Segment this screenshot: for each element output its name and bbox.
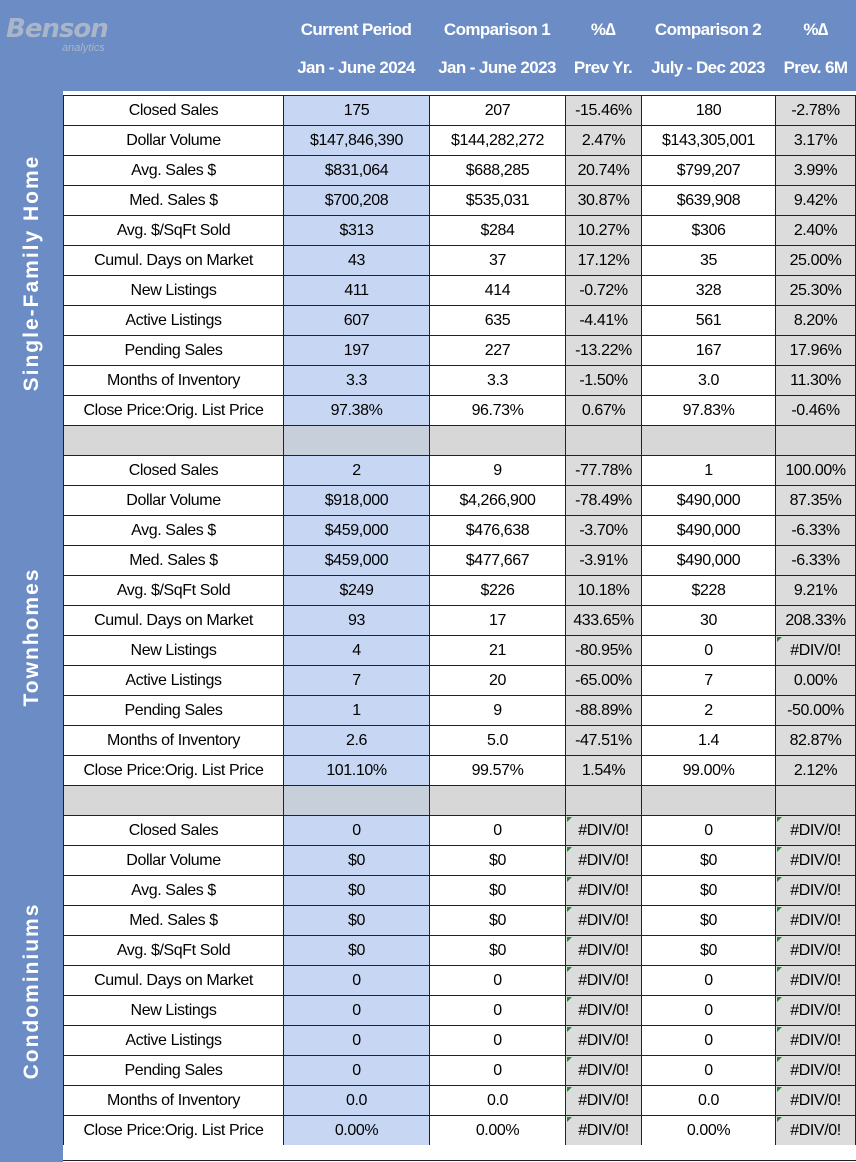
table-row [63, 845, 856, 875]
current-value: $0 [283, 935, 429, 965]
comparison-2-value: $0 [641, 935, 775, 965]
pct-change-prev-6m: 87.35% [775, 485, 856, 515]
comparison-1-value: 0.00% [429, 1115, 565, 1145]
pct-change-prev-yr: 2.47% [565, 125, 641, 155]
pct-change-prev-6m: 2.40% [775, 215, 856, 245]
table-row [63, 935, 856, 965]
metric-label: Cumul. Days on Market [63, 965, 283, 995]
table-row [63, 695, 856, 725]
comparison-1-value: 227 [429, 335, 565, 365]
header-comparison-2-range: July - Dec 2023 [651, 58, 765, 77]
section-label: Single-Family Home [19, 154, 43, 392]
comparison-2-value: $0 [641, 905, 775, 935]
table-row [63, 305, 856, 335]
error-indicator-icon [777, 967, 782, 972]
logo-tagline: analytics [62, 42, 105, 54]
comparison-2-value: 1.4 [641, 725, 775, 755]
comparison-2-value: $799,207 [641, 155, 775, 185]
metric-label: Closed Sales [63, 455, 283, 485]
table-row [63, 725, 856, 755]
comparison-1-value: $476,638 [429, 515, 565, 545]
metric-label: Avg. $/SqFt Sold [63, 935, 283, 965]
pct-change-prev-6m: #DIV/0! [775, 1025, 856, 1055]
comparison-2-value: $639,908 [641, 185, 775, 215]
table-row [63, 365, 856, 395]
pct-change-prev-6m: 0.00% [775, 665, 856, 695]
error-indicator-icon [567, 937, 572, 942]
pct-change-prev-yr: #DIV/0! [565, 845, 641, 875]
error-indicator-icon [777, 1057, 782, 1062]
pct-change-prev-yr: -0.72% [565, 275, 641, 305]
comparison-2-value: $490,000 [641, 545, 775, 575]
metric-label: Closed Sales [63, 95, 283, 125]
table-row [63, 215, 856, 245]
pct-change-prev-yr: #DIV/0! [565, 815, 641, 845]
metric-label: Avg. Sales $ [63, 875, 283, 905]
error-indicator-icon [567, 1087, 572, 1092]
error-indicator-icon [567, 847, 572, 852]
pct-change-prev-yr: -15.46% [565, 95, 641, 125]
comparison-2-value: 561 [641, 305, 775, 335]
pct-change-prev-yr: #DIV/0! [565, 1025, 641, 1055]
section-label: Condominiums [19, 902, 43, 1079]
comparison-1-value: $688,285 [429, 155, 565, 185]
comparison-2-value: $490,000 [641, 515, 775, 545]
pct-change-prev-6m: 17.96% [775, 335, 856, 365]
header-comparison-2: Comparison 2 [654, 20, 762, 39]
comparison-1-value: 0 [429, 1025, 565, 1055]
comparison-2-value: 167 [641, 335, 775, 365]
table-row [63, 1055, 856, 1085]
metric-label: Med. Sales $ [63, 545, 283, 575]
error-indicator-icon [777, 1117, 782, 1122]
table-bottom-border [63, 1160, 856, 1161]
pct-change-prev-yr: -4.41% [565, 305, 641, 335]
comparison-1-value: 21 [429, 635, 565, 665]
comparison-2-value: 0 [641, 1025, 775, 1055]
comparison-1-value: $226 [429, 575, 565, 605]
comparison-2-value: 0 [641, 965, 775, 995]
metric-label: Avg. $/SqFt Sold [63, 575, 283, 605]
metric-label: Active Listings [63, 1025, 283, 1055]
error-indicator-icon [777, 1027, 782, 1032]
table-row [63, 245, 856, 275]
comparison-2-value: $490,000 [641, 485, 775, 515]
table-row [63, 515, 856, 545]
table-row [63, 1115, 856, 1145]
section-spacer-row [63, 785, 856, 815]
error-indicator-icon [567, 1117, 572, 1122]
table-row [63, 545, 856, 575]
table-row [63, 755, 856, 785]
spacer-cell [63, 425, 283, 455]
comparison-1-value: 96.73% [429, 395, 565, 425]
metric-label: Months of Inventory [63, 365, 283, 395]
comparison-1-value: $0 [429, 845, 565, 875]
comparison-1-value: 9 [429, 695, 565, 725]
metric-label: Pending Sales [63, 695, 283, 725]
comparison-2-value: $228 [641, 575, 775, 605]
comparison-2-value: 3.0 [641, 365, 775, 395]
comparison-2-value: 7 [641, 665, 775, 695]
error-indicator-icon [777, 1087, 782, 1092]
pct-change-prev-6m: 2.12% [775, 755, 856, 785]
error-indicator-icon [777, 997, 782, 1002]
comparison-2-value: 35 [641, 245, 775, 275]
current-value: $0 [283, 905, 429, 935]
comparison-1-value: 414 [429, 275, 565, 305]
header-comparison-1-range: Jan - June 2023 [438, 58, 556, 77]
current-value: 2.6 [283, 725, 429, 755]
metric-label: Active Listings [63, 305, 283, 335]
pct-change-prev-yr: 0.67% [565, 395, 641, 425]
current-value: 175 [283, 95, 429, 125]
comparison-1-value: $477,667 [429, 545, 565, 575]
comparison-2-value: 0 [641, 995, 775, 1025]
metric-label: Close Price:Orig. List Price [63, 755, 283, 785]
current-value: 0 [283, 995, 429, 1025]
comparison-2-value: $0 [641, 875, 775, 905]
metric-label: Active Listings [63, 665, 283, 695]
metric-label: Avg. Sales $ [63, 515, 283, 545]
current-value: $147,846,390 [283, 125, 429, 155]
spacer-cell [429, 785, 565, 815]
error-indicator-icon [777, 877, 782, 882]
header-prev-yr: Prev Yr. [573, 58, 633, 77]
spacer-cell [283, 425, 429, 455]
pct-change-prev-yr: -3.70% [565, 515, 641, 545]
comparison-1-value: 17 [429, 605, 565, 635]
metric-label: Dollar Volume [63, 125, 283, 155]
comparison-2-value: 97.83% [641, 395, 775, 425]
current-value: 0 [283, 1025, 429, 1055]
metric-label: Med. Sales $ [63, 905, 283, 935]
comparison-2-value: 99.00% [641, 755, 775, 785]
pct-change-prev-6m: #DIV/0! [775, 815, 856, 845]
current-value: 1 [283, 695, 429, 725]
metric-label: New Listings [63, 635, 283, 665]
pct-change-prev-yr: -1.50% [565, 365, 641, 395]
pct-change-prev-yr: -47.51% [565, 725, 641, 755]
comparison-2-value: 0 [641, 1055, 775, 1085]
comparison-1-value: 0 [429, 815, 565, 845]
error-indicator-icon [567, 967, 572, 972]
metric-label: Pending Sales [63, 1055, 283, 1085]
comparison-1-value: 5.0 [429, 725, 565, 755]
comparison-2-value: 1 [641, 455, 775, 485]
metric-label: Avg. $/SqFt Sold [63, 215, 283, 245]
pct-change-prev-6m: -6.33% [775, 515, 856, 545]
error-indicator-icon [567, 907, 572, 912]
comparison-1-value: 0 [429, 995, 565, 1025]
metric-label: Close Price:Orig. List Price [63, 395, 283, 425]
header-current-range: Jan - June 2024 [297, 58, 415, 77]
table-row [63, 125, 856, 155]
current-value: 197 [283, 335, 429, 365]
pct-change-prev-6m: -6.33% [775, 545, 856, 575]
pct-change-prev-6m: #DIV/0! [775, 875, 856, 905]
header-current-period: Current Period [300, 20, 412, 39]
pct-change-prev-6m: 82.87% [775, 725, 856, 755]
table-row [63, 455, 856, 485]
table-row [63, 155, 856, 185]
pct-change-prev-6m: 8.20% [775, 305, 856, 335]
pct-change-prev-6m: #DIV/0! [775, 995, 856, 1025]
current-value: $459,000 [283, 545, 429, 575]
pct-change-prev-6m: #DIV/0! [775, 1085, 856, 1115]
pct-change-prev-6m: -50.00% [775, 695, 856, 725]
pct-change-prev-6m: 11.30% [775, 365, 856, 395]
pct-change-prev-6m: 9.21% [775, 575, 856, 605]
spacer-cell [429, 425, 565, 455]
pct-change-prev-yr: 20.74% [565, 155, 641, 185]
metric-label: Med. Sales $ [63, 185, 283, 215]
pct-change-prev-6m: #DIV/0! [775, 935, 856, 965]
table-row [63, 275, 856, 305]
comparison-1-value: $4,266,900 [429, 485, 565, 515]
comparison-1-value: $535,031 [429, 185, 565, 215]
current-value: 607 [283, 305, 429, 335]
header-bar [0, 0, 856, 91]
current-value: 93 [283, 605, 429, 635]
error-indicator-icon [567, 997, 572, 1002]
table-row [63, 965, 856, 995]
current-value: $700,208 [283, 185, 429, 215]
metric-label: New Listings [63, 275, 283, 305]
comparison-2-value: 0 [641, 635, 775, 665]
pct-change-prev-yr: -77.78% [565, 455, 641, 485]
current-value: 0.0 [283, 1085, 429, 1115]
spacer-cell [565, 785, 641, 815]
header-pct-change-2: %∆ [803, 20, 828, 39]
current-value: 7 [283, 665, 429, 695]
comparison-1-value: 3.3 [429, 365, 565, 395]
pct-change-prev-6m: 9.42% [775, 185, 856, 215]
error-indicator-icon [777, 817, 782, 822]
pct-change-prev-yr: -78.49% [565, 485, 641, 515]
pct-change-prev-yr: #DIV/0! [565, 935, 641, 965]
metric-label: Cumul. Days on Market [63, 605, 283, 635]
error-indicator-icon [567, 817, 572, 822]
comparison-1-value: $0 [429, 905, 565, 935]
pct-change-prev-yr: #DIV/0! [565, 965, 641, 995]
pct-change-prev-6m: #DIV/0! [775, 635, 856, 665]
spacer-cell [775, 425, 856, 455]
table-row [63, 1085, 856, 1115]
comparison-1-value: 9 [429, 455, 565, 485]
error-indicator-icon [567, 1057, 572, 1062]
comparison-1-value: $284 [429, 215, 565, 245]
header-prev-6m: Prev. 6M [783, 58, 848, 77]
comparison-1-value: 37 [429, 245, 565, 275]
pct-change-prev-6m: #DIV/0! [775, 1115, 856, 1145]
comparison-1-value: 635 [429, 305, 565, 335]
spacer-cell [283, 785, 429, 815]
metric-label: Dollar Volume [63, 485, 283, 515]
pct-change-prev-yr: -3.91% [565, 545, 641, 575]
pct-change-prev-yr: #DIV/0! [565, 1085, 641, 1115]
pct-change-prev-yr: 1.54% [565, 755, 641, 785]
current-value: 97.38% [283, 395, 429, 425]
pct-change-prev-yr: -65.00% [565, 665, 641, 695]
pct-change-prev-yr: #DIV/0! [565, 1055, 641, 1085]
comparison-1-value: 0 [429, 965, 565, 995]
metric-label: Avg. Sales $ [63, 155, 283, 185]
pct-change-prev-6m: 3.17% [775, 125, 856, 155]
spacer-cell [641, 425, 775, 455]
pct-change-prev-yr: #DIV/0! [565, 875, 641, 905]
metric-label: Pending Sales [63, 335, 283, 365]
pct-change-prev-yr: #DIV/0! [565, 1115, 641, 1145]
pct-change-prev-yr: -80.95% [565, 635, 641, 665]
error-indicator-icon [567, 877, 572, 882]
error-indicator-icon [777, 847, 782, 852]
spacer-cell [63, 785, 283, 815]
table-row [63, 815, 856, 845]
pct-change-prev-6m: 100.00% [775, 455, 856, 485]
table-row [63, 185, 856, 215]
current-value: $918,000 [283, 485, 429, 515]
table-row [63, 605, 856, 635]
comparison-2-value: 0 [641, 815, 775, 845]
metric-label: Close Price:Orig. List Price [63, 1115, 283, 1145]
comparison-1-value: 0 [429, 1055, 565, 1085]
table-row [63, 905, 856, 935]
comparison-2-value: $306 [641, 215, 775, 245]
error-indicator-icon [777, 907, 782, 912]
comparison-1-value: $0 [429, 935, 565, 965]
pct-change-prev-yr: -13.22% [565, 335, 641, 365]
pct-change-prev-6m: #DIV/0! [775, 845, 856, 875]
comparison-1-value: 99.57% [429, 755, 565, 785]
spacer-cell [565, 425, 641, 455]
table-row [63, 575, 856, 605]
current-value: $0 [283, 845, 429, 875]
current-value: $459,000 [283, 515, 429, 545]
current-value: $831,064 [283, 155, 429, 185]
section-band-single-family-home [0, 91, 63, 455]
current-value: 0 [283, 1055, 429, 1085]
current-value: 0 [283, 965, 429, 995]
section-spacer-row [63, 425, 856, 455]
current-value: $0 [283, 875, 429, 905]
table-row [63, 395, 856, 425]
comparison-2-value: 2 [641, 695, 775, 725]
metric-label: New Listings [63, 995, 283, 1025]
table-row [63, 335, 856, 365]
comparison-2-value: $0 [641, 845, 775, 875]
pct-change-prev-yr: 17.12% [565, 245, 641, 275]
header-comparison-1: Comparison 1 [443, 20, 551, 39]
current-value: 43 [283, 245, 429, 275]
pct-change-prev-yr: -88.89% [565, 695, 641, 725]
current-value: $249 [283, 575, 429, 605]
spacer-cell [775, 785, 856, 815]
current-value: 101.10% [283, 755, 429, 785]
current-value: 2 [283, 455, 429, 485]
metric-label: Months of Inventory [63, 725, 283, 755]
pct-change-prev-yr: #DIV/0! [565, 995, 641, 1025]
comparison-2-value: 0.00% [641, 1115, 775, 1145]
pct-change-prev-6m: 3.99% [775, 155, 856, 185]
section-band-condominiums [0, 819, 63, 1162]
metric-label: Closed Sales [63, 815, 283, 845]
metric-label: Dollar Volume [63, 845, 283, 875]
current-value: 0.00% [283, 1115, 429, 1145]
current-value: $313 [283, 215, 429, 245]
comparison-2-value: 0.0 [641, 1085, 775, 1115]
comparison-2-value: 328 [641, 275, 775, 305]
comparison-1-value: $144,282,272 [429, 125, 565, 155]
comparison-1-value: 0.0 [429, 1085, 565, 1115]
header-pct-change-1: %∆ [590, 20, 616, 39]
comparison-1-value: 207 [429, 95, 565, 125]
pct-change-prev-yr: 433.65% [565, 605, 641, 635]
pct-change-prev-6m: 25.30% [775, 275, 856, 305]
pct-change-prev-yr: 10.18% [565, 575, 641, 605]
table-row [63, 95, 856, 125]
table-row [63, 635, 856, 665]
table-row [63, 1025, 856, 1055]
current-value: 411 [283, 275, 429, 305]
comparison-2-value: $143,305,001 [641, 125, 775, 155]
pct-change-prev-6m: #DIV/0! [775, 965, 856, 995]
current-value: 3.3 [283, 365, 429, 395]
section-label: Townhomes [19, 567, 43, 707]
section-band-townhomes [0, 455, 63, 819]
table-row [63, 485, 856, 515]
pct-change-prev-6m: #DIV/0! [775, 905, 856, 935]
company-logo: Benson [6, 14, 108, 44]
metric-label: Months of Inventory [63, 1085, 283, 1115]
pct-change-prev-6m: -0.46% [775, 395, 856, 425]
pct-change-prev-yr: 10.27% [565, 215, 641, 245]
table-row [63, 665, 856, 695]
pct-change-prev-6m: 208.33% [775, 605, 856, 635]
current-value: 4 [283, 635, 429, 665]
comparison-2-value: 30 [641, 605, 775, 635]
pct-change-prev-yr: 30.87% [565, 185, 641, 215]
pct-change-prev-yr: #DIV/0! [565, 905, 641, 935]
error-indicator-icon [567, 1027, 572, 1032]
pct-change-prev-6m: -2.78% [775, 95, 856, 125]
comparison-1-value: 20 [429, 665, 565, 695]
metric-label: Cumul. Days on Market [63, 245, 283, 275]
comparison-2-value: 180 [641, 95, 775, 125]
spacer-cell [641, 785, 775, 815]
pct-change-prev-6m: #DIV/0! [775, 1055, 856, 1085]
pct-change-prev-6m: 25.00% [775, 245, 856, 275]
error-indicator-icon [777, 937, 782, 942]
current-value: 0 [283, 815, 429, 845]
table-row [63, 875, 856, 905]
table-row [63, 995, 856, 1025]
error-indicator-icon [777, 637, 782, 642]
comparison-1-value: $0 [429, 875, 565, 905]
